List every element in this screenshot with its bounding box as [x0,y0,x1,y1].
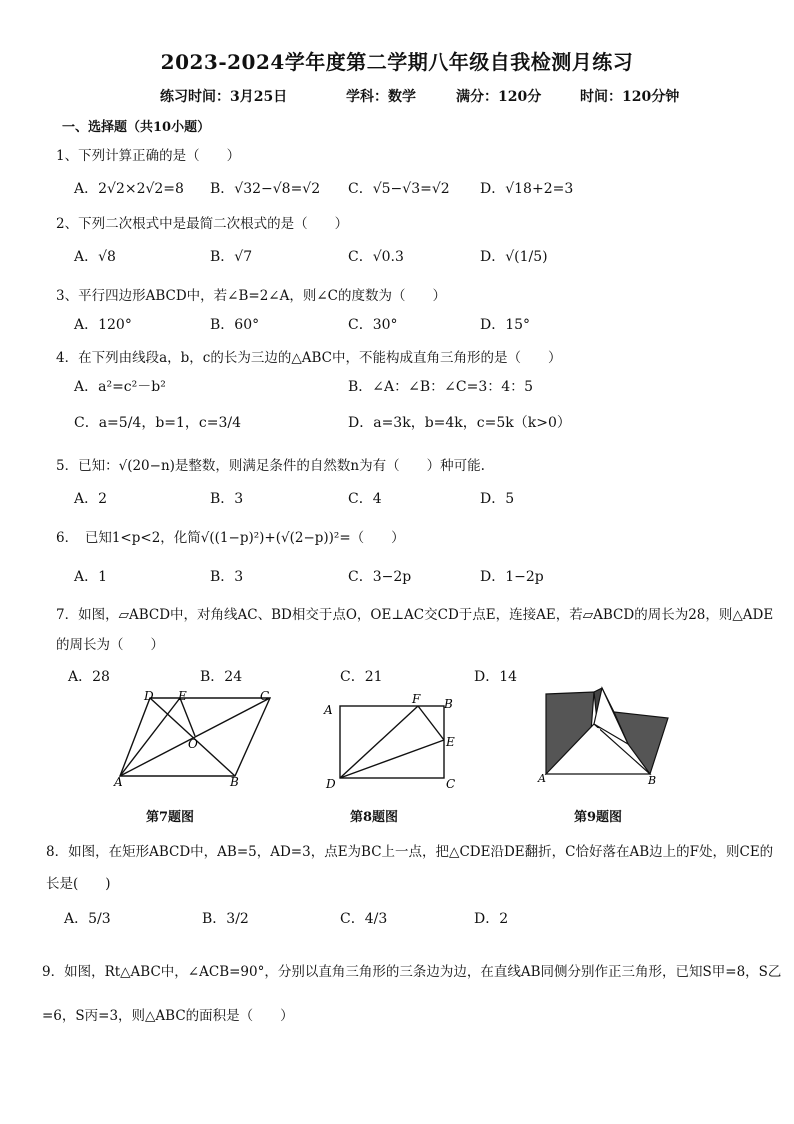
q1-option-c: C．√5−√3=√2 [348,181,450,197]
q2-option-b: B．√7 [210,249,253,265]
q3-option-a: A．120° [74,317,132,333]
q7-option-a: A．28 [68,669,110,685]
q5-option-a: A．2 [74,491,108,507]
q1-stem: 1、下列计算正确的是（ ） [56,148,241,164]
f8-label-f: F [412,692,421,706]
f7-label-b: B [230,775,239,788]
q6-option-d: D．1−2p [480,569,544,585]
f8-label-d: D [326,777,336,790]
q4-option-a: A．a²=c²－b² [74,379,166,395]
f7-label-d: D [144,689,154,703]
q9-stem: 9．如图，Rt△ABC中，∠ACB=90°，分别以直角三角形的三条边为边，在直线AB同侧分别作正三角形，已知S甲=8，S乙=6，S丙=3，则△ABC的面积是（ ） [42,964,782,1024]
q8-option-c: C．4/3 [340,911,388,927]
f7-label-a: A [114,775,123,788]
q8-option-b: B．3/2 [202,911,249,927]
q5-option-d: D．5 [480,491,515,507]
figure-7-caption: 第7题图 [146,810,195,825]
q2-option-d: D．√(1/5) [480,249,548,265]
q3-option-d: D．15° [480,317,531,333]
exam-full-score: 满分：120分 [456,89,542,105]
q4-option-b: B．∠A：∠B：∠C=3：4：5 [348,379,534,395]
q5-stem: 5．已知：√(20−n)是整数，则满足条件的自然数n为有（ ）种可能. [56,458,485,474]
q1-option-b: B．√32−√8=√2 [210,181,321,197]
f8-label-b: B [444,697,453,711]
f7-label-o: O [188,737,198,751]
q7-option-c: C．21 [340,669,383,685]
q5-option-c: C．4 [348,491,382,507]
q1-option-a: A．2√2×2√2=8 [74,181,184,197]
f8-label-a: A [324,703,333,717]
q3-stem: 3、平行四边形ABCD中，若∠B=2∠A，则∠C的度数为（ ） [56,288,446,304]
f9-label-a: A [538,772,546,785]
exam-subject: 学科：数学 [346,89,416,105]
q4-option-d: D．a=3k，b=4k，c=5k（k>0） [348,415,571,431]
q4-stem: 4．在下列由线段a，b，c的长为三边的△ABC中，不能构成直角三角形的是（ ） [56,350,562,366]
section-heading: 一、选择题（共10小题） [62,120,211,135]
figure-9-caption: 第9题图 [574,810,623,825]
figure-8-rectangle [318,690,468,790]
f7-label-c: C [260,689,270,703]
figure-9-equilateral-triangles [532,684,682,794]
q1-option-d: D．√18+2=3 [480,181,574,197]
q4-option-c: C．a=5/4，b=1，c=3/4 [74,415,242,431]
q5-option-b: B．3 [210,491,244,507]
q6-option-a: A．1 [74,569,108,585]
q6-option-b: B．3 [210,569,244,585]
q8-stem: 8．如图，在矩形ABCD中，AB=5，AD=3，点E为BC上一点，把△CDE沿DE翻折，C恰好落在AB边上的F处，则CE的长是( ) [46,844,774,892]
exam-date: 练习时间：3月25日 [160,89,288,105]
q2-stem: 2、下列二次根式中是最简二次根式的是（ ） [56,216,349,232]
q7-option-b: B．24 [200,669,243,685]
f8-label-c: C [446,777,456,790]
q2-option-c: C．√0.3 [348,249,404,265]
q7-stem: 7．如图，▱ABCD中，对角线AC、BD相交于点O，OE⊥AC交CD于点E，连接AE，若▱ABCD的周长为28，则△ADE的周长为（ ） [56,607,774,653]
q2-option-a: A．√8 [74,249,116,265]
q8-option-d: D．2 [474,911,509,927]
page-title: 2023-2024学年度第二学期八年级自我检测月练习 [160,50,634,74]
f8-label-e: E [446,735,455,749]
figure-7-parallelogram [110,688,280,788]
f7-label-e: E [178,689,187,703]
f9-label-c: C [592,726,601,739]
figure-8-caption: 第8题图 [350,810,399,825]
q7-option-d: D．14 [474,669,518,685]
q3-option-c: C．30° [348,317,398,333]
f9-label-b: B [648,774,657,787]
q6-option-c: C．3−2p [348,569,412,585]
q3-option-b: B．60° [210,317,260,333]
exam-duration: 时间：120分钟 [580,89,680,105]
q6-stem: 6． 已知1<p<2，化简√((1−p)²)+(√(2−p))²=（ ） [56,530,405,546]
q8-option-a: A．5/3 [64,911,111,927]
